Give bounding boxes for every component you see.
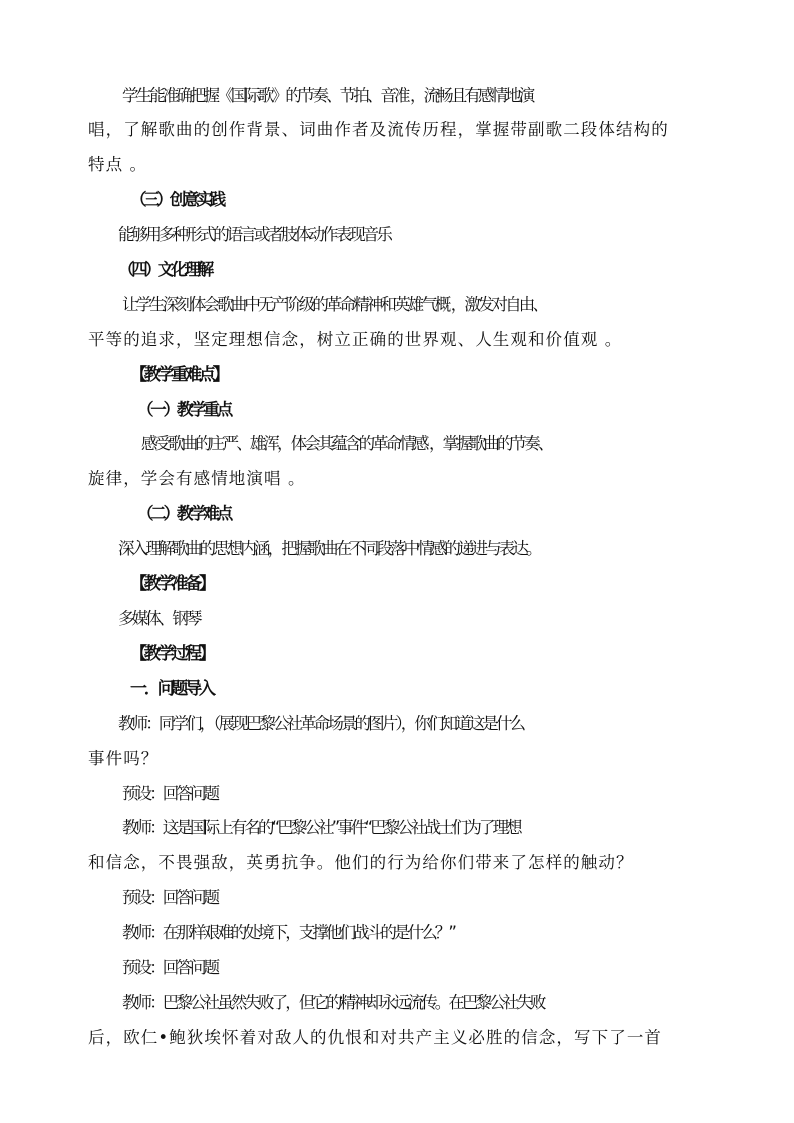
paragraph-line: 多媒体、钢琴 — [118, 609, 200, 628]
section-heading: （一）教学重点 — [137, 400, 231, 419]
paragraph-line: 深入理解歌曲的思想内涵，把握歌曲在不同段落中情感的递进与表达。 — [118, 539, 540, 558]
main-heading: 【教学重难点】 — [130, 365, 227, 385]
paragraph-line: 事件吗？ — [88, 749, 159, 768]
main-heading: 一．问题导入 — [130, 679, 213, 699]
paragraph-line: 平等的追求，坚定理想信念，树立正确的世界观、人生观和价值观 。 — [88, 330, 623, 349]
paragraph-line: 预设：回答问题 — [122, 958, 218, 977]
paragraph-line: 教师：同学们，（展现巴黎公社革命场景的图片），你们知道这是什么 — [118, 714, 524, 733]
paragraph-line: 后，欧仁•鲍狄埃怀着对敌人的仇恨和对共产主义必胜的信念，写下了一首 — [88, 1028, 663, 1047]
main-heading: 【教学过程】 — [130, 644, 213, 664]
paragraph-line: 预设：回答问题 — [122, 784, 218, 803]
main-heading: 【教学准备】 — [130, 574, 213, 594]
paragraph-line: 特点 。 — [88, 155, 148, 174]
paragraph-line: 和信念，不畏强敌，英勇抗争。他们的行为给你们带来了怎样的触动？ — [88, 853, 634, 872]
paragraph-line: 教师：巴黎公社虽然失败了，但它的精神却永远流传。在巴黎公社失败 — [122, 993, 544, 1012]
paragraph-line: 学生能准确把握《国际歌》的节奏、节拍、音准 ，流畅且有感情地演 — [122, 86, 533, 105]
paragraph-line: 教师：这是国际上有名的“巴黎公社”事件“巴黎公社战士们为了理想 — [122, 818, 520, 837]
paragraph-line: 让学生深刻体会歌曲中无产阶级的革命精神和英雄气概 ，激发对自由、 — [122, 295, 546, 314]
section-heading: （三）创意实践 — [130, 190, 224, 209]
paragraph-line: 唱，了解歌曲的创作背景、词曲作者及流传历程，掌握带副歌二段体结构的 — [88, 120, 669, 139]
section-heading: （二）教学难点 — [137, 504, 231, 523]
paragraph-line: 能够用多种形式的语言或者肢体动作表现音乐 — [118, 225, 391, 244]
paragraph-line: 旋律，学会有感情地演唱 。 — [88, 469, 306, 488]
paragraph-line: 教师：在那样艰难的处境下，支撑他们战斗的是什么？” — [122, 923, 455, 942]
paragraph-line: 感受歌曲的庄严、雄浑，体会其蕴含的革命情感 ，掌握歌曲的节奏、 — [141, 434, 552, 453]
section-heading: （四）文化理解 — [118, 260, 212, 279]
paragraph-line: 预设：回答问题 — [122, 888, 218, 907]
